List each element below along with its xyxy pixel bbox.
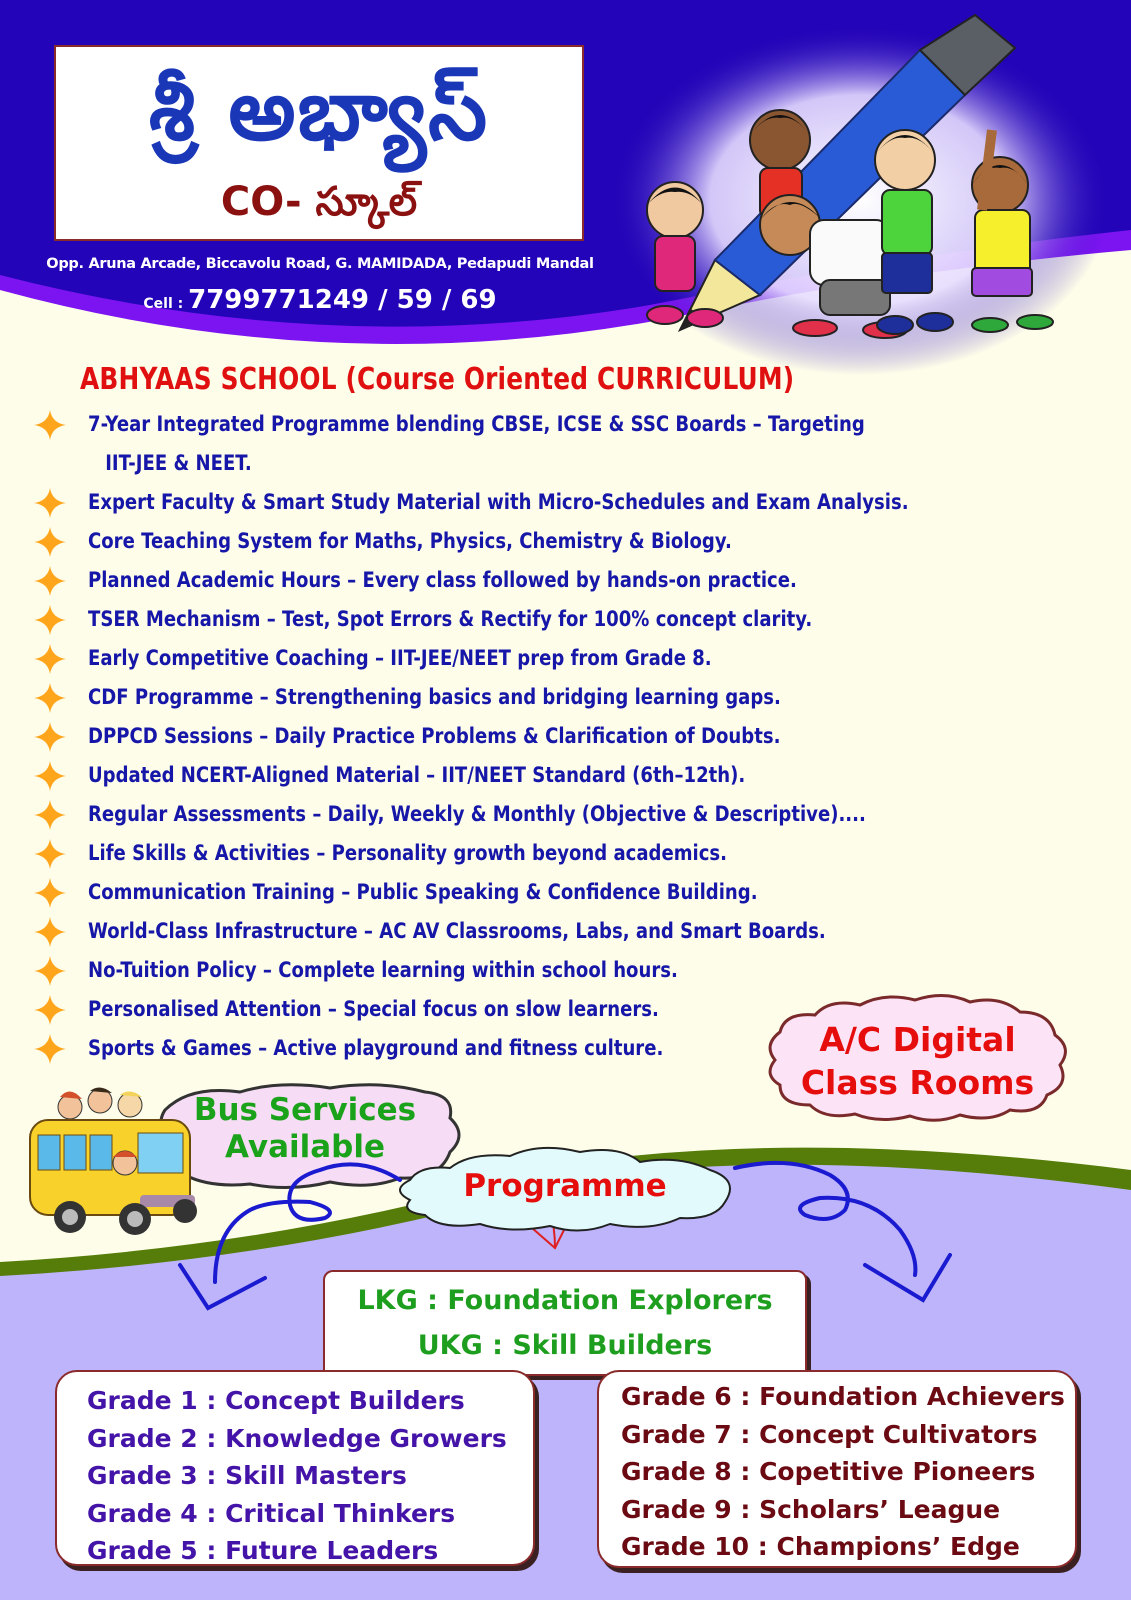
feature-item: Communication Training – Public Speaking & Confidence Building. [32,873,1032,912]
curriculum-heading: ABHYAAS SCHOOL (Course Oriented CURRICULUM) [80,362,795,397]
feature-item: CDF Programme – Strengthening basics and bridging learning gaps. [32,678,1032,717]
feature-item: Regular Assessments – Daily, Weekly & Monthly (Objective & Descriptive).... [32,795,1032,834]
contact-phone [40,285,600,315]
feature-item: World-Class Infrastructure – AC AV Classrooms, Labs, and Smart Boards. [32,912,1032,951]
grade-item: Grade 2 : Knowledge Growers [87,1423,507,1453]
grade-item: Grade 6 : Foundation Achievers [621,1382,1065,1411]
feature-item: Expert Faculty & Smart Study Material with Micro-Schedules and Exam Analysis. [32,483,1032,522]
four-point-star-icon [34,566,66,596]
child-figure [972,130,1053,332]
bus-services-badge: Bus Services Available [193,1092,417,1165]
grade-item: Grade 1 : Concept Builders [87,1386,465,1415]
kg-level: UKG : Skill Builders [417,1330,713,1361]
feature-item: Personalised Attention – Special focus on slow learners. [32,990,1032,1029]
four-point-star-icon [34,410,66,440]
four-point-star-icon [34,761,66,791]
feature-item: Sports & Games – Active playground and fitness culture. [32,1029,1032,1068]
ac-classrooms-badge: A/C Digital Class Rooms [800,1020,1035,1102]
grade-item: Grade 4 : Critical Thinkers [87,1498,456,1528]
four-point-star-icon [34,527,66,557]
four-point-star-icon [34,878,66,908]
address: Opp. Aruna Arcade, Biccavolu Road, G. MAMIDADA, Pedapudi Mandal [46,256,594,272]
grade-item: Grade 9 : Scholars’ League [621,1494,1001,1524]
logo-subtitle: CO- స్కూల్ [220,179,418,225]
grade-item: Grade 7 : Concept Cultivators [621,1419,1038,1449]
feature-item: 7-Year Integrated Programme blending CBSE, ICSE & SSC Boards – Targeting IIT-JEE & NEET. [32,405,1032,483]
four-point-star-icon [34,956,66,986]
four-point-star-icon [34,800,66,830]
primary-grades-box [55,1370,535,1566]
secondary-grades-box [597,1370,1077,1568]
cell-number: 7799771249 / 59 / 69 [188,285,497,315]
feature-item: Life Skills & Activities – Personality growth beyond academics. [32,834,1032,873]
grade-item: Grade 10 : Champions’ Edge [621,1532,1020,1561]
logo-box [54,45,584,241]
kg-level: LKG : Foundation Explorers [357,1285,773,1316]
feature-item: Early Competitive Coaching – IIT-JEE/NEET prep from Grade 8. [32,639,1032,678]
four-point-star-icon [34,917,66,947]
four-point-star-icon [34,488,66,518]
feature-list [32,405,1032,1068]
grade-item: Grade 5 : Future Leaders [87,1536,439,1565]
children-carrying-pencil-illustration [620,10,1080,350]
four-point-star-icon [34,644,66,674]
four-point-star-icon [34,1034,66,1064]
feature-item: Planned Academic Hours – Every class followed by hands-on practice. [32,561,1032,600]
feature-item: TSER Mechanism – Test, Spot Errors & Rectify for 100% concept clarity. [32,600,1032,639]
grade-item: Grade 3 : Skill Masters [87,1461,407,1490]
feature-item: DPPCD Sessions – Daily Practice Problems & Clarification of Doubts. [32,717,1032,756]
feature-item: Core Teaching System for Maths, Physics, Chemistry & Biology. [32,522,1032,561]
kg-programme-box [323,1270,807,1376]
grade-item: Grade 8 : Copetitive Pioneers [621,1457,1036,1486]
four-point-star-icon [34,995,66,1025]
four-point-star-icon [34,683,66,713]
feature-item: Updated NCERT-Aligned Material – IIT/NEET Standard (6th–12th). [32,756,1032,795]
logo-title: శ్రీ అభ్యాస్ [148,61,490,159]
programme-title: Programme [463,1168,667,1204]
feature-item: No-Tuition Policy – Complete learning within school hours. [32,951,1032,990]
four-point-star-icon [34,605,66,635]
four-point-star-icon [34,839,66,869]
four-point-star-icon [34,722,66,752]
cell-label: Cell : [143,296,189,312]
